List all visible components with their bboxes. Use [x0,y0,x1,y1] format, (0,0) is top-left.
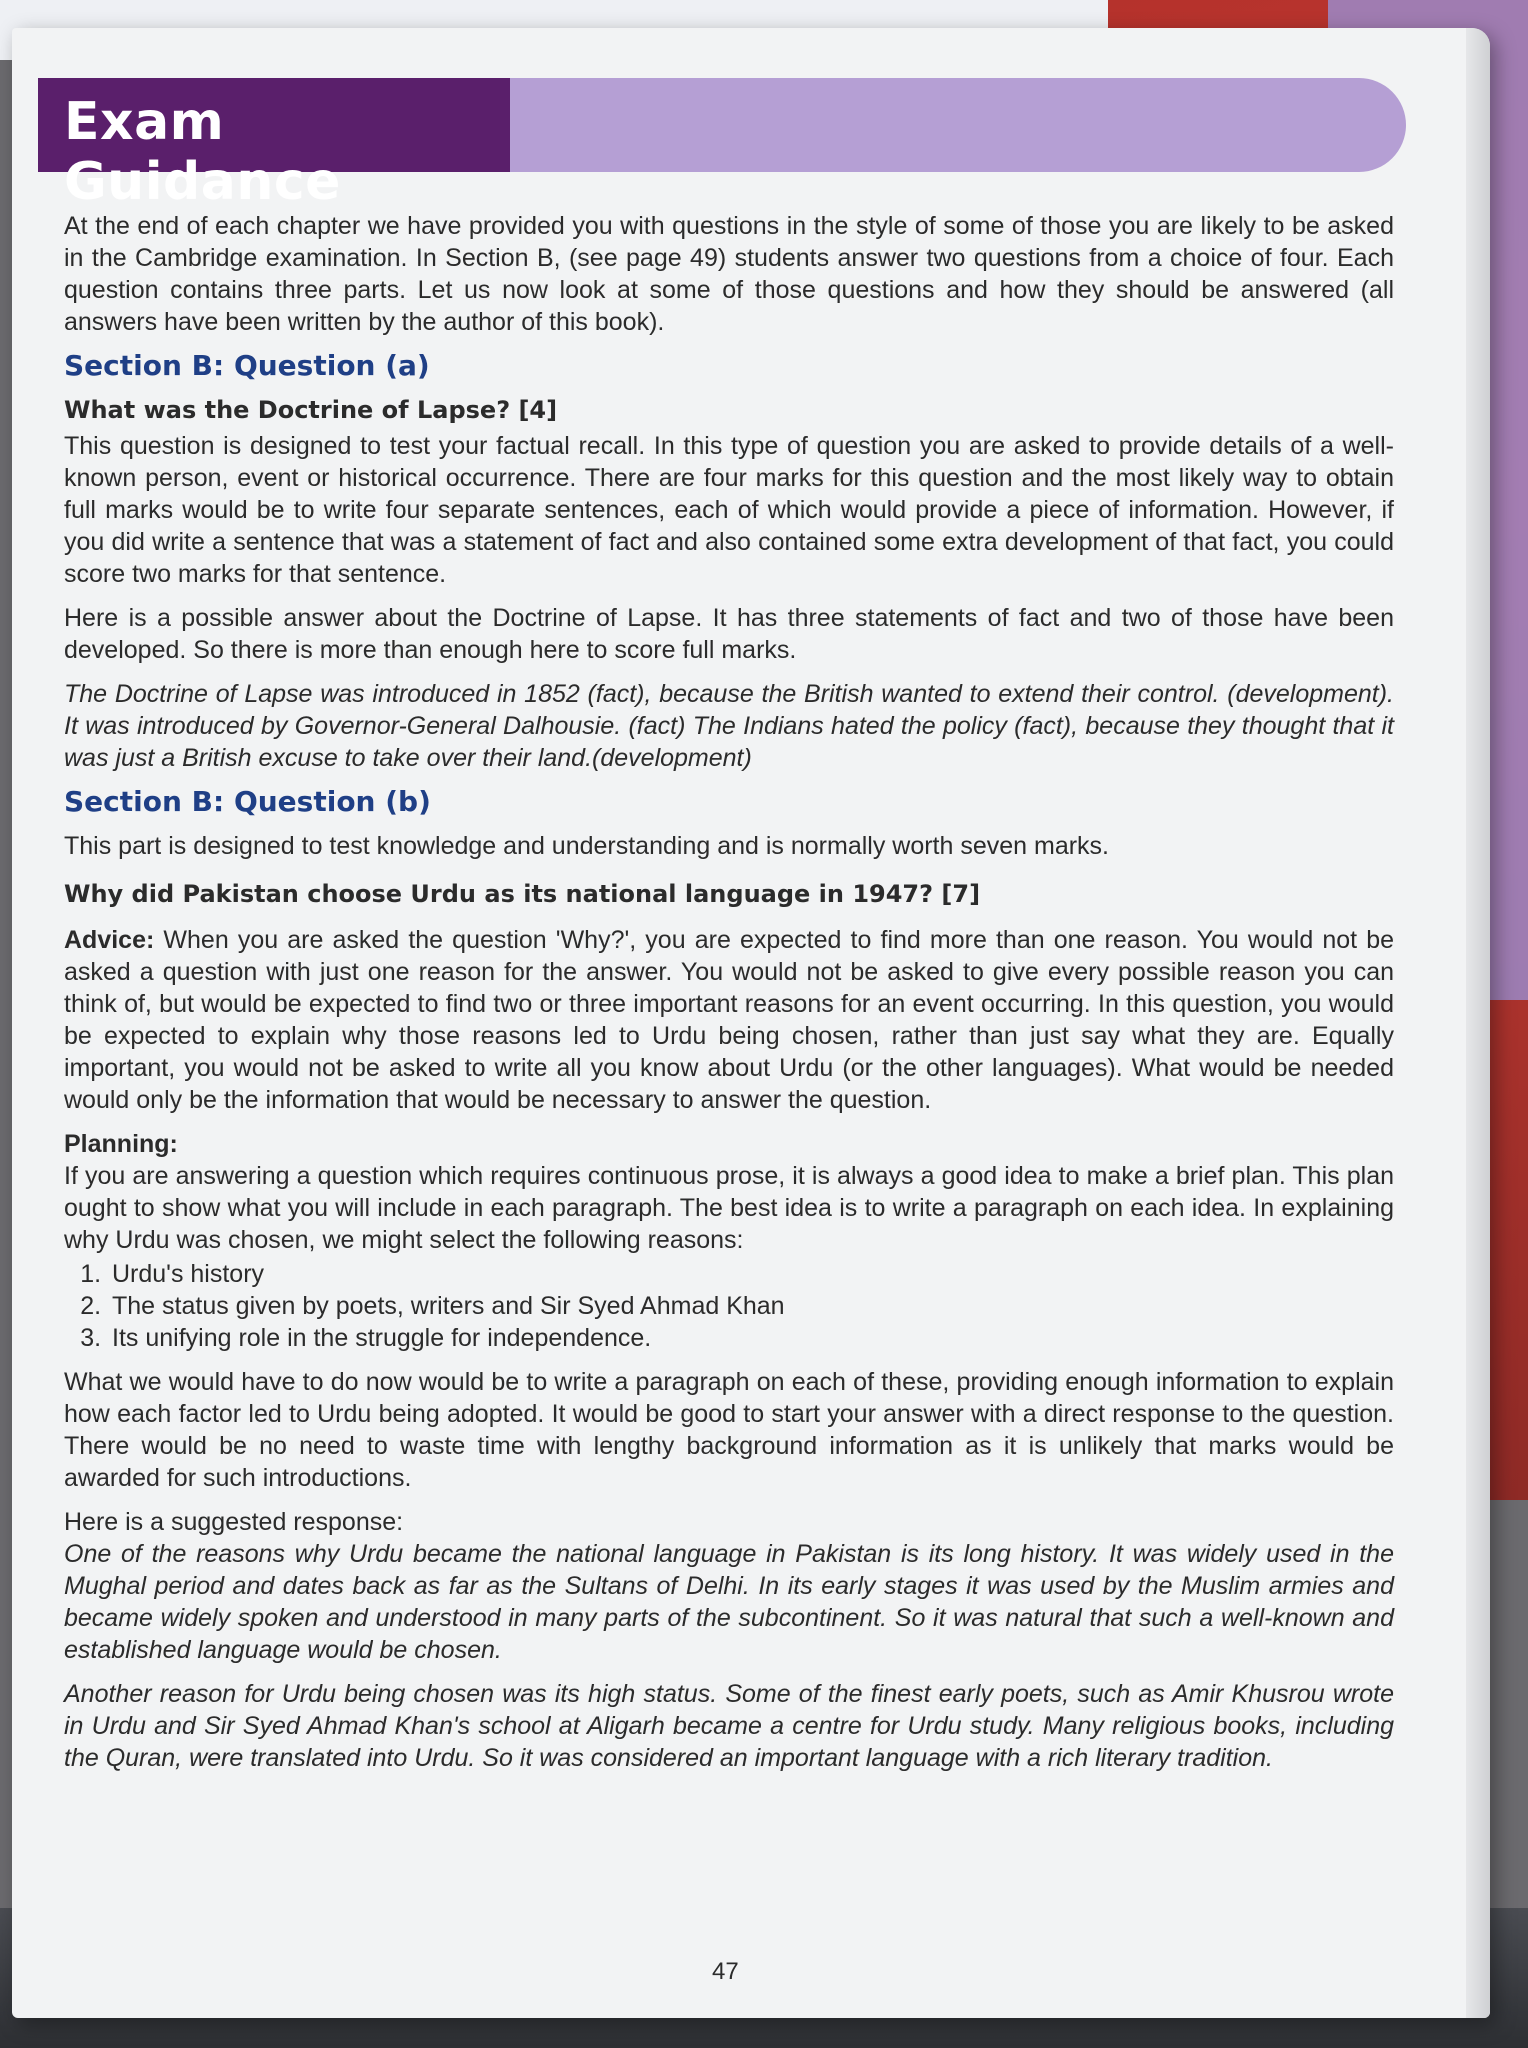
question-a: What was the Doctrine of Lapse? [4] [64,396,558,424]
page-edge [1466,28,1490,2018]
list-item: 1. Urdu's history [108,1258,1394,1290]
section-a-sample-answer: The Doctrine of Lapse was introduced in 1852 (fact), because the British wanted to extend their control. (development). It was introduced by Governor-General Dalhousie. (fact) The Indians hated the policy (fact), because they thought that it was just a British excuse to take over their land.(development) [64,680,1394,772]
advice-label: Advice: [64,926,155,954]
section-heading-a: Section B: Question (a) [64,349,430,382]
after-list-paragraph: What we would have to do now would be to write a paragraph on each of these, providing enough information to explain how each factor led to Urdu being adopted. It would be good to start your answer with a direct response to the question. There would be no need to waste time with lengthy background information as it is unlikely that marks would be awarded for such introductions. [64,1368,1394,1492]
page-number: 47 [712,1958,739,1985]
planning-label: Planning: [64,1130,178,1158]
section-a-paragraph-2: Here is a possible answer about the Doctrine of Lapse. It has three statements of fact and two of those have been developed. So there is more than enough here to score full marks. [64,604,1394,664]
advice-text: When you are asked the question 'Why?', you are expected to find more than one reason. You would not be asked a question with just one reason for the answer. You would not be asked to give every possible reason you can think of, but would be expected to find two or three important reasons for an event occurring. In this question, you would be expected to explain why those reasons led to Urdu being chosen, rather than just say what they are. Equally important, you would not be asked to write all you know about Urdu (or the other languages). What would be needed would only be the information that would be necessary to answer the question. [64,926,1394,1114]
suggested-response-label: Here is a suggested response: [64,1508,404,1536]
page-title: Exam Guidance [64,92,341,212]
page-content [64,210,1394,1786]
question-b: Why did Pakistan choose Urdu as its national language in 1947? [7] [64,880,981,908]
header-banner [38,78,1406,212]
intro-paragraph: At the end of each chapter we have provided you with questions in the style of some of those you are likely to be asked in the Cambridge examination. In Section B, (see page 49) students answer two questions from a choice of four. Each question contains three parts. Let us now look at some of those questions and how they should be answered (all answers have been written by the author of this book). [64,212,1394,336]
book-page [12,28,1490,2018]
section-heading-b: Section B: Question (b) [64,785,431,818]
reasons-list [64,1258,1394,1354]
planning-paragraph: If you are answering a question which requires continuous prose, it is always a good idea to make a brief plan. This plan ought to show what you will include in each paragraph. The best idea is to write a paragraph on each idea. In explaining why Urdu was chosen, we might select the following reasons: [64,1162,1394,1254]
list-item: 3. Its unifying role in the struggle for independence. [108,1322,1394,1354]
list-item: 2. The status given by poets, writers and Sir Syed Ahmad Khan [108,1290,1394,1322]
suggested-response-2: Another reason for Urdu being chosen was its high status. Some of the finest early poets, such as Amir Khusrou wrote in Urdu and Sir Syed Ahmad Khan's school at Aligarh became a centre for Urdu study. Many religious books, including the Quran, were translated into Urdu. So it was considered an important language with a rich literary tradition. [64,1680,1394,1772]
suggested-response-1: One of the reasons why Urdu became the national language in Pakistan is its long history. It was widely used in the Mughal period and dates back as far as the Sultans of Delhi. In its early stages it was used by the Muslim armies and became widely spoken and understood in many parts of the subcontinent. So it was natural that such a well-known and established language would be chosen. [64,1540,1394,1664]
section-a-paragraph-1: This question is designed to test your factual recall. In this type of question you are asked to provide details of a well-known person, event or historical occurrence. There are four marks for this question and the most likely way to obtain full marks would be to write four separate sentences, each of which would provide a piece of information. However, if you did write a sentence that was a statement of fact and also contained some extra development of that fact, you could score two marks for that sentence. [64,432,1394,588]
banner-title-box [38,78,510,212]
section-b-paragraph-1: This part is designed to test knowledge and understanding and is normally worth seven marks. [64,832,1110,860]
advice-paragraph [64,924,1394,1116]
